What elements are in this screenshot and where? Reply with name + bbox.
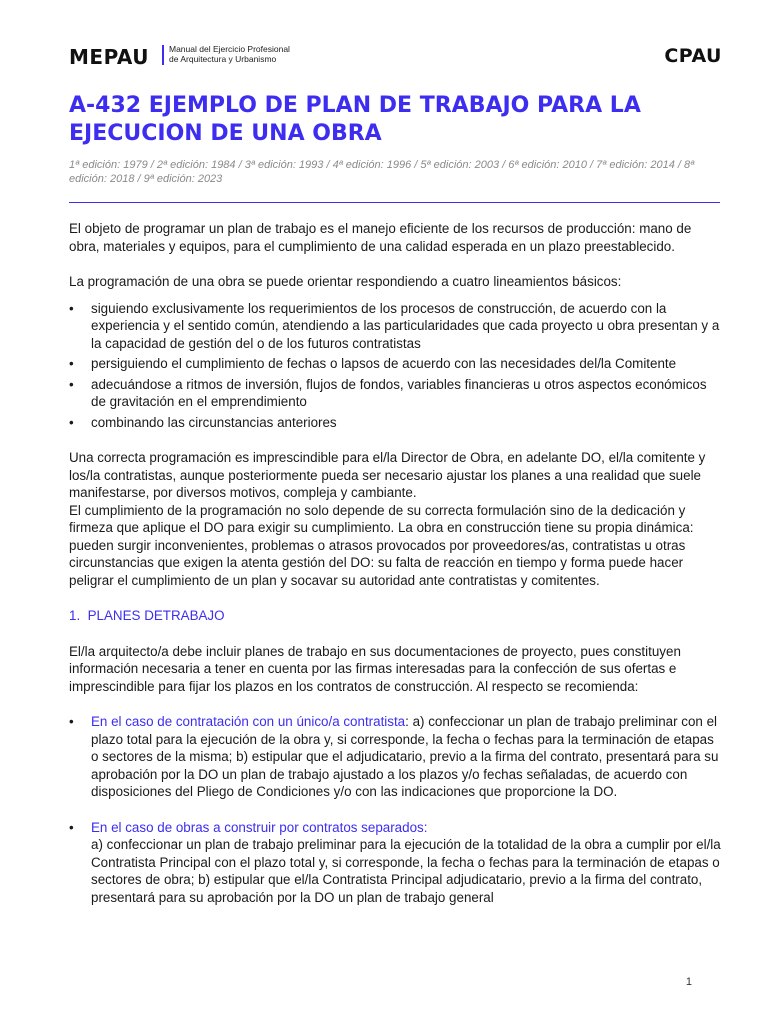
- bullet-icon: •: [69, 356, 74, 371]
- paragraph-lineamientos: La programación de una obra se puede orientar respondiendo a cuatro lineamientos básicos:: [69, 274, 622, 289]
- list-item: • En el caso de obras a construir por contratos separados: a) confeccionar un plan de trabajo preliminar para la ejecución de la totalidad de la obra a cumplir por el/la Contratista Principal con el plazo total y, si corresponde, la fecha o fechas para la terminación de etapas o sectores de obra; b) estipular que el/la Contratista Principal adjudicatario, previo a la firma del contrato, presentará para su aprobación por la DO un plan de trabajo general: [69, 819, 721, 905]
- list-item: • En el caso de contratación con un único/a contratista: a) confeccionar un plan de trabajo preliminar con el plazo total para la ejecución de la obra y, si corresponde, la fecha o fechas para la terminación de etapas o sectores de la misma; b) estipular que el adjudicatario, previo a la firma del contrato, presentará para su aprobación por la DO un plan de trabajo ajustado a los plazos y/o fechas señaladas, de acuerdo con disposiciones del Pliego de Condiciones y/o con las indicaciones que proporcione la DO.: [69, 714, 719, 799]
- page-number: 1: [685, 976, 692, 988]
- lineamientos-list: [69, 300, 724, 432]
- bullet-icon: •: [69, 819, 74, 835]
- bullet-icon: •: [69, 714, 74, 729]
- mepau-logo: MEPAU: [69, 45, 149, 69]
- paragraph-cumplimiento: El cumplimiento de la programación no solo depende de su correcta formulación sino de la dedicación y firmeza que aplique el DO para exigir su cumplimiento. La obra en construcción tiene su propia dinámica: pueden surgir inconvenientes, problemas o atrasos provocados por proveedores/as, contratistas u otras circunstancias que exigen la atenta gestión del DO: su falta de reacción en tiempo y forma puede hacer peligrar el cumplimiento de un plan y socavar su autoridad ante contratistas y comitentes.: [69, 502, 694, 588]
- cpau-logo: CPAU: [664, 45, 722, 67]
- title-divider: [69, 202, 720, 203]
- list-item: • persiguiendo el cumplimiento de fechas o lapsos de acuerdo con las necesidades del/la Comitente: [69, 356, 677, 371]
- bullet-icon: •: [69, 414, 74, 430]
- list-item: • siguiendo exclusivamente los requerimientos de los procesos de construcción, de acuerdo con la experiencia y el sentido común, atendiendo a las particularidades que cada proyecto u obra presentan y a la capacidad de gestión del o de los futuros contratistas: [69, 300, 720, 351]
- list-item: • adecuándose a ritmos de inversión, flujos de fondos, variables financieras u otros aspectos económicos de gravitación en el emprendimiento: [69, 376, 707, 409]
- paragraph-intro: El objeto de programar un plan de trabajo es el manejo eficiente de los recursos de producción: mano de obra, materiales y equipos, para el cumplimiento de una calidad esperada en un plazo preestablecido.: [69, 221, 692, 254]
- logo-tagline: [169, 44, 290, 64]
- list-item-lead: En el caso de contratación con un único/a contratista: [91, 714, 406, 729]
- tagline-line-1: Manual del Ejercicio Profesional: [169, 44, 290, 54]
- recomendaciones-list-2: [69, 819, 724, 907]
- document-title: A-432 EJEMPLO DE PLAN DE TRABAJO PARA LA EJECUCION DE UNA OBRA: [69, 93, 641, 146]
- paragraph-programacion: Una correcta programación es imprescindible para el/la Director de Obra, en adelante DO, el/la comitente y los/la contratistas, aunque posteriormente pueda ser necesario ajustar los planes a una realidad que suele manifestarse, por diversos motivos, compleja y cambiante.: [69, 450, 706, 500]
- logo-divider: [162, 45, 164, 65]
- bullet-icon: •: [69, 300, 74, 316]
- bullet-icon: •: [69, 376, 74, 392]
- list-item-lead: En el caso de obras a construir por contratos separados:: [91, 819, 428, 835]
- recomendaciones-list: [69, 713, 724, 801]
- editions-line: 1ª edición: 1979 / 2ª edición: 1984 / 3ª edición: 1993 / 4ª edición: 1996 / 5ª edición: 2003 / 6ª edición: 2010 / 7ª edición: 2014 / 8ª edición: 2018 / 9ª edición: 2023: [69, 159, 695, 185]
- document-body: [69, 220, 724, 906]
- paragraph-planes: El/la arquitecto/a debe incluir planes de trabajo en sus documentaciones de proyecto, pues constituyen información necesaria a tener en cuenta por las firmas interesadas para la confección de sus ofertas e imprescindible para fijar los plazos en los contratos de construcción. Al respecto se recomienda:: [69, 643, 681, 694]
- page-header: [69, 42, 722, 72]
- tagline-line-2: de Arquitectura y Urbanismo: [169, 54, 277, 64]
- section-heading: 1. PLANES DETRABAJO: [69, 608, 225, 623]
- list-item: • combinando las circunstancias anteriores: [69, 414, 337, 430]
